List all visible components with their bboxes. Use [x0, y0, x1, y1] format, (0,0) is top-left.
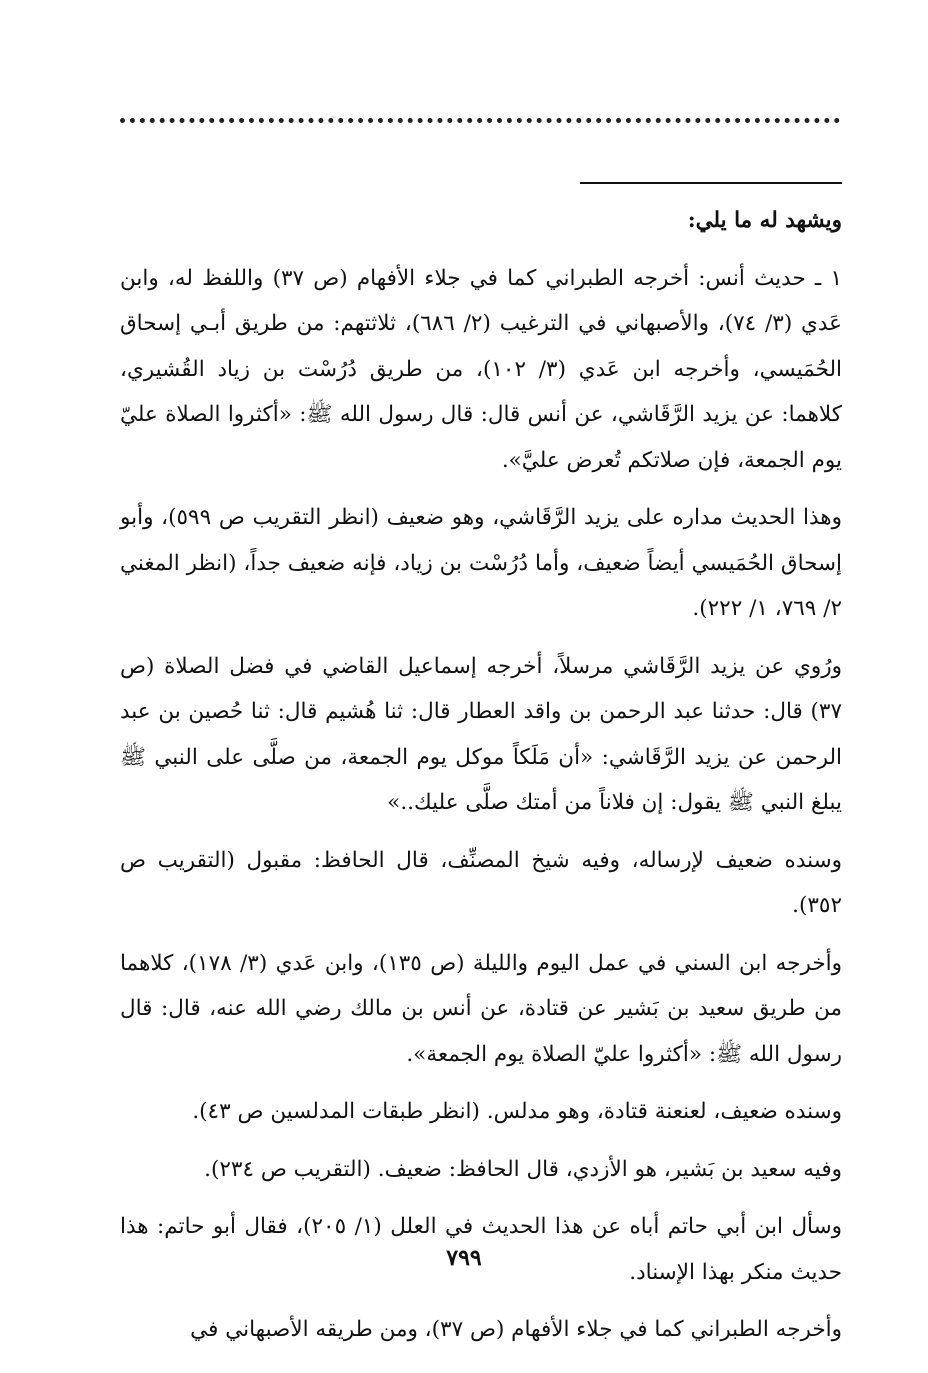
paragraph-6: وسنده ضعيف، لعنعنة قتادة، وهو مدلس. (انظر طبقات المدلسين ص ٤٣).: [192, 1099, 842, 1124]
paragraph-9: وأخرجه الطبراني كما في جلاء الأفهام (ص ٣٧)، ومن طريقه الأصبهاني في: [190, 1317, 842, 1342]
paragraph-7: وفيه سعيد بن بَشير، هو الأزدي، قال الحافظ: ضعيف. (التقريب ص ٢٣٤).: [204, 1156, 842, 1182]
footnote-rule: [580, 182, 842, 184]
section-heading: ويشهد له ما يلي:: [687, 208, 842, 233]
paragraph-4: وسنده ضعيف لإرساله، وفيه شيخ المصنِّف، قال الحافظ: مقبول (التقريب ص ٣٥٢).: [120, 847, 842, 918]
paragraph-1: ١ ـ حديث أنس: أخرجه الطبراني كما في جلاء الأفهام (ص ٣٧) واللفظ له، وابن عَدي (٣/ ٧٤)، والأصبهاني في الترغيب (٢/ ٦٨٦)، ثلاثتهم: من طريق أبـي إسحاق الحُمَيسي، وأخرجه ابن عَدي (٣/ ١٠٢)، من طريق دُرُسْت بن زياد القُشيري، كلاهما: عن يزيد الرَّقَاشي، عن أنس قال: قال رسول الله ﷺ: «أكثروا الصلاة عليّ يوم الجمعة، فإن صلاتكم تُعرض عليَّ».: [120, 265, 842, 473]
paragraph-2: وهذا الحديث مداره على يزيد الرَّقَاشي، وهو ضعيف (انظر التقريب ص ٥٩٩)، وأبو إسحاق الحُمَيسي أيضاً ضعيف، وأما دُرُسْت بن زياد، فإنه ضعيف جداً، (انظر المغني ٢/ ٧٦٩، ١/ ٢٢٢).: [120, 505, 842, 621]
dotted-separator: [120, 118, 840, 123]
paragraph-3: ورُوي عن يزيد الرَّقَاشي مرسلاً، أخرجه إسماعيل القاضي في فضل الصلاة (ص ٣٧) قال: حدثنا عبد الرحمن بن واقد العطار قال: ثنا هُشيم قال: ثنا حُصين بن عبد الرحمن عن يزيد الرَّقَاشي: «أن مَلَكاً موكل يوم الجمعة، من صلَّى على النبي ﷺ يبلغ النبي ﷺ يقول: إن فلاناً من أمتك صلَّى عليك..»: [120, 653, 842, 815]
page-number: ٧٩٩: [446, 1245, 482, 1271]
page-body: [120, 198, 842, 1365]
paragraph-5: وأخرجه ابن السني في عمل اليوم والليلة (ص ١٣٥)، وابن عَدي (٣/ ١٧٨)، كلاهما من طريق سعيد بن بَشير عن قتادة، عن أنس بن مالك رضي الله عنه، قال: قال رسول الله ﷺ: «أكثروا عليّ الصلاة يوم الجمعة».: [120, 950, 842, 1067]
paragraph-8: وسأل ابن أبي حاتم أباه عن هذا الحديث في العلل (١/ ٢٠٥)، فقال أبو حاتم: هذا حديث منكر بهذا الإسناد.: [120, 1214, 843, 1285]
